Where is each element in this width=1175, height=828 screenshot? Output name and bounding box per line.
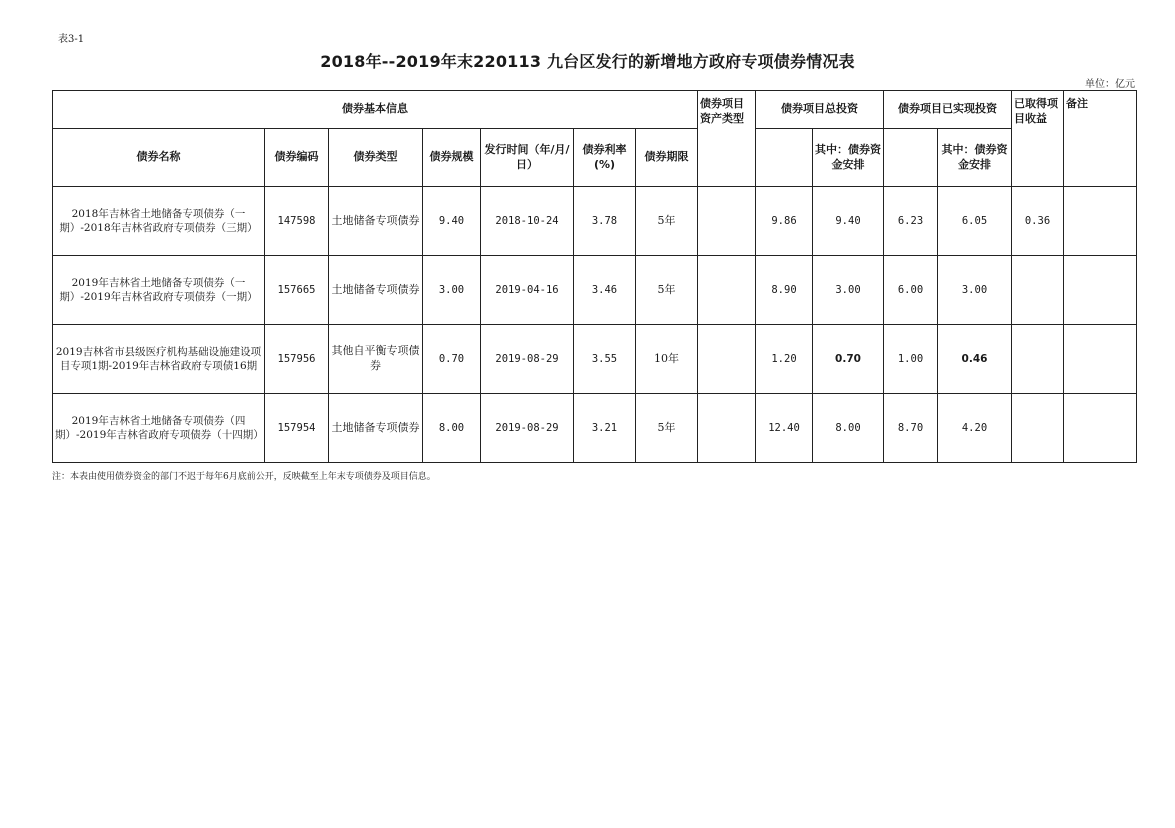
- cell-bond-type: 土地储备专项债券: [329, 256, 423, 325]
- cell-income: [1012, 394, 1064, 463]
- cell-term: 5年: [636, 256, 698, 325]
- cell-asset-type: [698, 394, 756, 463]
- cell-realized-investment-bond: 0.46: [938, 325, 1012, 394]
- cell-asset-type: [698, 325, 756, 394]
- header-basic-info: 债券基本信息: [53, 91, 698, 129]
- cell-asset-type: [698, 187, 756, 256]
- cell-realized-investment: 1.00: [884, 325, 938, 394]
- cell-realized-investment: 6.23: [884, 187, 938, 256]
- cell-bond-code: 157956: [265, 325, 329, 394]
- cell-interest-rate: 3.21: [574, 394, 636, 463]
- cell-bond-name: 2019吉林省市县级医疗机构基础设施建设项目专项1期-2019年吉林省政府专项债16期: [53, 325, 265, 394]
- cell-issue-date: 2019-04-16: [481, 256, 574, 325]
- cell-term: 5年: [636, 187, 698, 256]
- table-row: [53, 187, 1137, 256]
- cell-asset-type: [698, 256, 756, 325]
- cell-interest-rate: 3.78: [574, 187, 636, 256]
- cell-bond-type: 土地储备专项债券: [329, 394, 423, 463]
- header-realized-investment-bond: 其中：债券资金安排: [938, 129, 1012, 187]
- cell-term: 5年: [636, 394, 698, 463]
- header-realized-investment-blank: [884, 129, 938, 187]
- header-bond-scale: 债券规模: [423, 129, 481, 187]
- header-term: 债券期限: [636, 129, 698, 187]
- header-realized-investment: 债券项目已实现投资: [884, 91, 1012, 129]
- cell-issue-date: 2018-10-24: [481, 187, 574, 256]
- header-issue-date: 发行时间（年/月/日）: [481, 129, 574, 187]
- cell-issue-date: 2019-08-29: [481, 394, 574, 463]
- header-total-investment-blank: [756, 129, 813, 187]
- header-income: 已取得项目收益: [1012, 91, 1064, 187]
- cell-total-investment: 1.20: [756, 325, 813, 394]
- cell-total-investment: 8.90: [756, 256, 813, 325]
- cell-bond-scale: 8.00: [423, 394, 481, 463]
- header-total-investment-bond: 其中：债券资金安排: [813, 129, 884, 187]
- cell-bond-scale: 0.70: [423, 325, 481, 394]
- cell-total-investment-bond: 8.00: [813, 394, 884, 463]
- header-bond-type: 债券类型: [329, 129, 423, 187]
- cell-realized-investment: 8.70: [884, 394, 938, 463]
- cell-total-investment: 9.86: [756, 187, 813, 256]
- cell-total-investment: 12.40: [756, 394, 813, 463]
- footnote: 注：本表由使用债券资金的部门不迟于每年6月底前公开，反映截至上年末专项债券及项目信息。: [52, 472, 436, 482]
- table-row: [53, 325, 1137, 394]
- header-interest-rate: 债券利率(%): [574, 129, 636, 187]
- cell-realized-investment: 6.00: [884, 256, 938, 325]
- cell-issue-date: 2019-08-29: [481, 325, 574, 394]
- unit-label: 单位：亿元: [1085, 79, 1135, 90]
- table-row: [53, 394, 1137, 463]
- cell-bond-code: 157954: [265, 394, 329, 463]
- cell-income: 0.36: [1012, 187, 1064, 256]
- header-remarks: 备注: [1064, 91, 1137, 187]
- cell-total-investment-bond: 3.00: [813, 256, 884, 325]
- cell-bond-code: 157665: [265, 256, 329, 325]
- cell-bond-type: 其他自平衡专项债券: [329, 325, 423, 394]
- cell-bond-name: 2019年吉林省土地储备专项债券（一期）-2019年吉林省政府专项债券（一期）: [53, 256, 265, 325]
- cell-realized-investment-bond: 3.00: [938, 256, 1012, 325]
- page-title: 2018年--2019年末220113 九台区发行的新增地方政府专项债券情况表: [320, 52, 855, 71]
- sheet-tag: 表3-1: [58, 34, 85, 45]
- cell-term: 10年: [636, 325, 698, 394]
- cell-remarks: [1064, 325, 1137, 394]
- header-bond-code: 债券编码: [265, 129, 329, 187]
- cell-bond-scale: 3.00: [423, 256, 481, 325]
- cell-bond-type: 土地储备专项债券: [329, 187, 423, 256]
- table-row: [53, 256, 1137, 325]
- cell-bond-scale: 9.40: [423, 187, 481, 256]
- cell-interest-rate: 3.46: [574, 256, 636, 325]
- cell-remarks: [1064, 187, 1137, 256]
- cell-interest-rate: 3.55: [574, 325, 636, 394]
- cell-total-investment-bond: 9.40: [813, 187, 884, 256]
- header-total-investment: 债券项目总投资: [756, 91, 884, 129]
- cell-income: [1012, 325, 1064, 394]
- cell-income: [1012, 256, 1064, 325]
- cell-total-investment-bond: 0.70: [813, 325, 884, 394]
- cell-bond-name: 2018年吉林省土地储备专项债券（一期）-2018年吉林省政府专项债券（三期）: [53, 187, 265, 256]
- cell-remarks: [1064, 394, 1137, 463]
- bond-table: [52, 90, 1137, 463]
- cell-realized-investment-bond: 6.05: [938, 187, 1012, 256]
- cell-bond-name: 2019年吉林省土地储备专项债券（四期）-2019年吉林省政府专项债券（十四期）: [53, 394, 265, 463]
- cell-realized-investment-bond: 4.20: [938, 394, 1012, 463]
- header-asset-type: 债券项目资产类型: [698, 91, 756, 187]
- header-bond-name: 债券名称: [53, 129, 265, 187]
- cell-bond-code: 147598: [265, 187, 329, 256]
- cell-remarks: [1064, 256, 1137, 325]
